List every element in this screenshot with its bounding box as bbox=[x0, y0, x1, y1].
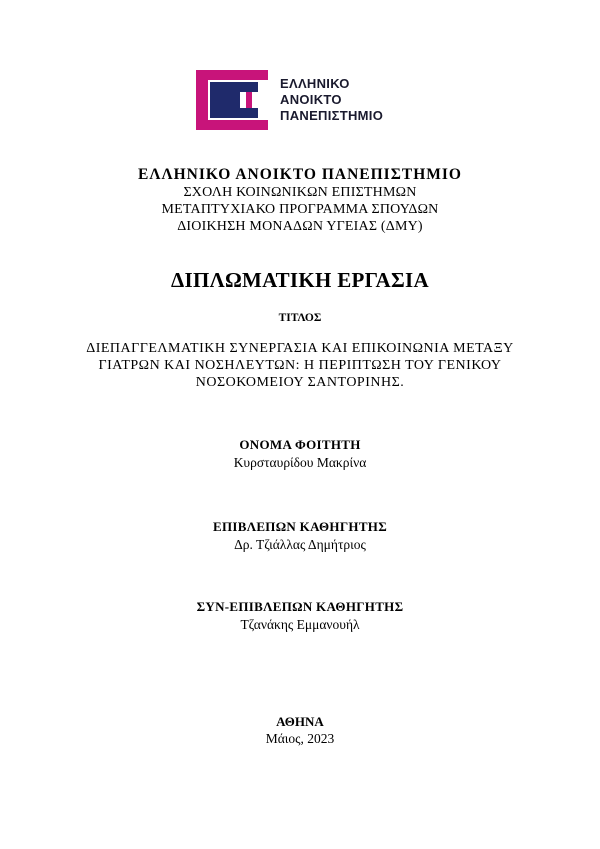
logo-wordmark bbox=[280, 76, 383, 124]
title-line-3: ΝΟΣΟΚΟΜΕΙΟΥ ΣΑΝΤΟΡΙΝΗΣ. bbox=[195, 375, 405, 390]
student-label: ΟΝΟΜΑ ΦΟΙΤΗΤΗ bbox=[239, 437, 361, 452]
supervisor-name: Δρ. Τζιάλλας Δημήτριος bbox=[234, 537, 366, 552]
department-name: ΔΙΟΙΚΗΣΗ ΜΟΝΑΔΩΝ ΥΓΕΙΑΣ (ΔΜΥ) bbox=[177, 219, 423, 234]
logo-line-1: ΕΛΛΗΝΙΚΟ bbox=[280, 76, 350, 91]
city: ΑΘΗΝΑ bbox=[276, 714, 324, 729]
program-name: ΜΕΤΑΠΤΥΧΙΑΚΟ ΠΡΟΓΡΑΜΜΑ ΣΠΟΥΔΩΝ bbox=[161, 202, 439, 217]
document-type: ΔΙΠΛΩΜΑΤΙΚΗ ΕΡΓΑΣΙΑ bbox=[171, 268, 429, 292]
logo-line-2: ΑΝΟΙΚΤΟ bbox=[280, 92, 342, 107]
student-name: Κυρσταυρίδου Μακρίνα bbox=[233, 455, 367, 470]
co-supervisor-name: Τζανάκης Εμμανουήλ bbox=[240, 617, 360, 632]
co-supervisor-label: ΣΥΝ-ΕΠΙΒΛΕΠΩΝ ΚΑΘΗΓΗΤΗΣ bbox=[196, 599, 404, 614]
title-label: ΤΙΤΛΟΣ bbox=[278, 312, 322, 324]
logo-line-3: ΠΑΝΕΠΙΣΤΗΜΙΟ bbox=[280, 108, 384, 123]
title-line-1: ΔΙΕΠΑΓΓΕΛΜΑΤΙΚΗ ΣΥΝΕΡΓΑΣΙΑ ΚΑΙ ΕΠΙΚΟΙΝΩΝΙΑ ΜΕΤΑΞΥ bbox=[86, 341, 514, 356]
university-name: ΕΛΛΗΝΙΚΟ ΑΝΟΙΚΤΟ ΠΑΝΕΠΙΣΤΗΜΙΟ bbox=[138, 166, 462, 183]
title-line-2: ΓΙΑΤΡΩΝ ΚΑΙ ΝΟΣΗΛΕΥΤΩΝ: Η ΠΕΡΙΠΤΩΣΗ ΤΟΥ ΓΕΝΙΚΟΥ bbox=[98, 358, 502, 373]
date: Μάιος, 2023 bbox=[265, 731, 335, 746]
school-name: ΣΧΟΛΗ ΚΟΙΝΩΝΙΚΩΝ ΕΠΙΣΤΗΜΩΝ bbox=[183, 185, 417, 200]
supervisor-label: ΕΠΙΒΛΕΠΩΝ ΚΑΘΗΓΗΤΗΣ bbox=[213, 519, 387, 534]
